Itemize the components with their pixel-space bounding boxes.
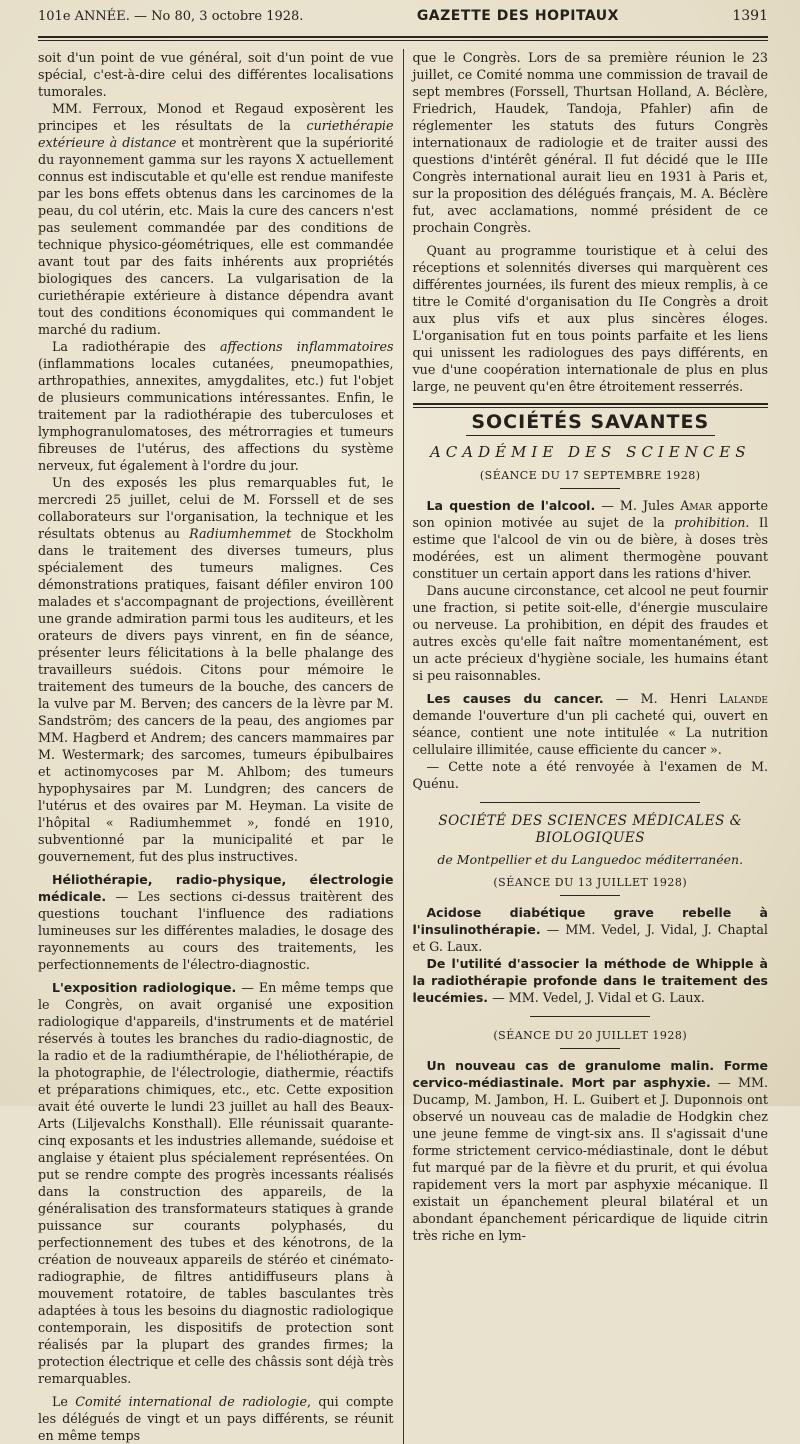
journal-title: GAZETTE DES HOPITAUX <box>416 8 619 24</box>
paragraph: Les causes du cancer. — M. Henri Lalande demande l'ouverture d'un pli cacheté qui, ouvert en séance, contient une note intitulée « La nutrition cellulaire illimitée, cause efficiente du cancer ». <box>412 691 768 757</box>
divider <box>560 1048 620 1049</box>
session-date: (SÉANCE DU 13 JUILLET 1928) <box>493 876 688 889</box>
paragraph: La radiothérapie des affections inflammatoires (inflammations locales cutanées, pneumopathies, arthropathies, annexites, amygdalites, etc.) fut l'objet de plusieurs communications intéressantes. Enfin, le traitement par la radiothérapie des tuberculoses et lymphogranulomatoses, des métrorragies et tumeurs fibreuses de l'utérus, des affections du système nerveux, fut également à l'ordre du jour. <box>38 339 394 473</box>
divider <box>560 488 620 489</box>
paragraph: Quant au programme touristique et à celui des réceptions et solennités diverses qui marquèrent ces différentes journées, ils furent des mieux remplis, à ce titre le Comité d'organisation du IIe Congrès a droit aux plus vifs et aux plus sincères éloges. L'organisation fut en tous points parfaite et les liens qui unissent les radiologues des pays différents, en vue d'une coopération internationale de plus en plus large, ne peuvent qu'en être étroitement resserrés. <box>412 243 768 394</box>
section-heading: Acidose diabétique grave rebelle à l'insulinothérapie. <box>412 905 768 937</box>
page-header <box>38 8 768 30</box>
section-rule <box>466 435 715 436</box>
paragraph: Un des exposés les plus remarquables fut, le mercredi 25 juillet, celui de M. Forssell et de ses collaborateurs sur l'organisation, la technique et les résultats obtenus au Radiumhemmet de Stockholm dans le traitement des diverses tumeurs, plus spécialement des tumeurs malignes. Ces démonstrations pratiques, faisant défiler environ 100 malades et s'accompagnant de projections, éveillèrent une grande admiration parmi tous les auditeurs, et les orateurs de divers pays vinrent, en fin de séance, présenter leurs félicitations à la belle phalange des travailleurs suédois. Citons pour mémoire le traitement des tumeurs de la bouche, des cancers de la vulve par M. Berven; des cancers de la lèvre par M. Sandström; des cancers de la peau, des angiomes par MM. Hagberd et Andrem; des cancers mammaires par M. Westermark; des sarcomes, tumeurs épibulbaires et actinomycoses par M. Ahlbom; des tumeurs hypophysaires par M. Lundgren; des cancers de l'utérus et des ovaires par M. Heyman. La visite de l'hôpital « Radiumhemmet », fondé en 1910, subventionné par la municipalité et par le gouvernement, fut des plus instructives. <box>38 475 394 864</box>
paragraph: L'exposition radiologique. — En même temps que le Congrès, on avait organisé une exposition radiologique d'appareils, d'instruments et de matériel réservés à toutes les branches du radio-diagnostic, de la radio et de la radiumthérapie, de l'héliothérapie, de la photographie, de l'électrologie, diathermie, réactifs et préparations chimiques, etc., etc. Cette exposition avait été ouverte le lundi 23 juillet au hall des Beaux-Arts (Liljevalchs Konsthall). Elle réunissait quarante-cinq exposants et les industries allemande, suédoise et anglaise y étaient plus spécialement représentées. On put se rendre compte des progrès incessants réalisés dans la construction des appareils, de la généralisation des transformateurs statiques à grande puissance sur courants polyphasés, du perfectionnement des tubes et des kénotrons, de la création de nouveaux appareils de stéréo et cinémato-radiographie, de filtres antidiffuseurs plans à mouvement rotatoire, de tables basculantes très adaptées à tous les besoins du diagnostic radiologique contemporain, les dispositifs de protection sont réalisés par la plupart des grandes firmes; la protection électrique et celle des châssis sont déjà très remarquables. <box>38 980 394 1386</box>
paragraph: Acidose diabétique grave rebelle à l'insulinothérapie. — MM. Vedel, J. Vidal, J. Chaptal et G. Laux. <box>412 905 768 954</box>
section-title: SOCIÉTÉS SAVANTES <box>471 411 710 433</box>
society-title: SOCIÉTÉ DES SCIENCES MÉDICALES & BIOLOGIQUES <box>438 813 743 846</box>
section-heading: De l'utilité d'associer la méthode de Whipple à la radiothérapie profonde dans le traitement des leucémies. <box>412 956 768 1005</box>
section-heading: L'exposition radiologique. <box>52 980 237 995</box>
page-number: 1391 <box>732 8 768 24</box>
paragraph: De l'utilité d'associer la méthode de Whipple à la radiothérapie profonde dans le traitement des leucémies. — MM. Vedel, J. Vidal et G. Laux. <box>412 956 768 1005</box>
divider <box>480 802 700 803</box>
paragraph: que le Congrès. Lors de sa première réunion le 23 juillet, ce Comité nomma une commission de travail de sept membres (Forssell, Thurtsan Holland, A. Béclère, Friedrich, Haudek, Tandoja, Pfahler) afin de réglementer les statuts des futurs Congrès internationaux de radiologie et de traiter aussi des questions d'intérêt général. Il fut décidé que le IIIe Congrès international aurait lieu en 1931 à Paris et, sur la proposition des délégués français, M. A. Béclère fut, avec acclamations, nommé président de ce prochain Congrès. <box>412 50 768 235</box>
society-subtitle: de Montpellier et du Languedoc méditerranéen. <box>437 852 744 867</box>
paragraph: Le Comité international de radiologie, qui compte les délégués de vingt et un pays différents, se réunit en même temps <box>38 1394 394 1443</box>
divider <box>560 895 620 896</box>
paragraph: Dans aucune circonstance, cet alcool ne peut fournir une fraction, si petite soit-elle, d'énergie musculaire ou nerveuse. La prohibition, en dépit des fraudes et autres excès qu'elle fait naître momentanément, est un acte précieux d'hygiène sociale, les humains étant si peu raisonnables. <box>412 583 768 683</box>
section-rule <box>413 407 769 408</box>
section-rule <box>413 403 769 405</box>
issue-info: 101e ANNÉE. — No 80, 3 octobre 1928. <box>38 9 304 24</box>
paragraph: MM. Ferroux, Monod et Regaud exposèrent les principes et les résultats de la curiethérapie extérieure à distance et montrèrent que la supériorité du rayonnement gamma sur les rayons X actuellement connus est indiscutable et qu'elle est rendue manifeste par les bons effets obtenus dans les carcinomes de la peau, du col utérin, etc. Mais la cure des cancers n'est pas seulement commandée par des conditions de technique physico-géométriques, elle est commandée avant tout par des faits inhérents aux propriétés biologiques des cancers. La vulgarisation de la curiethérapie extérieure à distance dépendra avant tout des conditions économiques qui commandent le marché du radium. <box>38 101 394 337</box>
paragraph: Un nouveau cas de granulome malin. Forme cervico-médiastinale. Mort par asphyxie. — MM. Ducamp, M. Jambon, H. L. Guibert et J. Duponnois ont observé un nouveau cas de maladie de Hodgkin chez une jeune femme de vingt-six ans. Il s'agissait d'une forme strictement cervico-médiastinale, dont le début fut marqué par de la fièvre et du prurit, et qui évolua rapidement vers la mort par asphyxie mécanique. Il existait un épanchement pleural bilatéral et un abondant épanchement péricardique de liquide citrin très riche en lym- <box>412 1058 768 1243</box>
right-column <box>403 49 769 1444</box>
academy-title: ACADÉMIE DES SCIENCES <box>429 443 751 461</box>
section-heading: La question de l'alcool. <box>426 498 596 513</box>
paragraph: La question de l'alcool. — M. Jules Amar apporte son opinion motivée au sujet de la prohibition. Il estime que l'alcool de vin ou de bière, à doses très modérées, est un aliment thermogène pouvant constituer un certain apport dans les rations d'hiver. <box>412 498 768 581</box>
divider <box>530 1016 650 1017</box>
section-heading: Héliothérapie, radio-physique, électrologie médicale. <box>38 872 394 904</box>
session-date: (SÉANCE DU 20 JUILLET 1928) <box>493 1029 688 1042</box>
paragraph: Héliothérapie, radio-physique, électrologie médicale. — Les sections ci-dessus traitèrent des questions touchant l'influence des radiations lumineuses sur les différentes maladies, le dosage des rayonnements au cours des traitements, les perfectionnements de l'électro-diagnostic. <box>38 872 394 972</box>
header-rule <box>38 36 768 41</box>
left-column <box>38 49 403 1444</box>
paragraph: soit d'un point de vue général, soit d'un point de vue spécial, c'est-à-dire celui des différentes localisations tumorales. <box>38 50 394 99</box>
columns <box>38 49 768 1444</box>
paragraph: — Cette note a été renvoyée à l'examen de M. Quénu. <box>412 759 768 791</box>
section-heading: Un nouveau cas de granulome malin. Forme cervico-médiastinale. Mort par asphyxie. <box>412 1058 768 1090</box>
session-date: (SÉANCE DU 17 SEPTEMBRE 1928) <box>479 469 701 482</box>
section-heading: Les causes du cancer. <box>426 691 604 706</box>
